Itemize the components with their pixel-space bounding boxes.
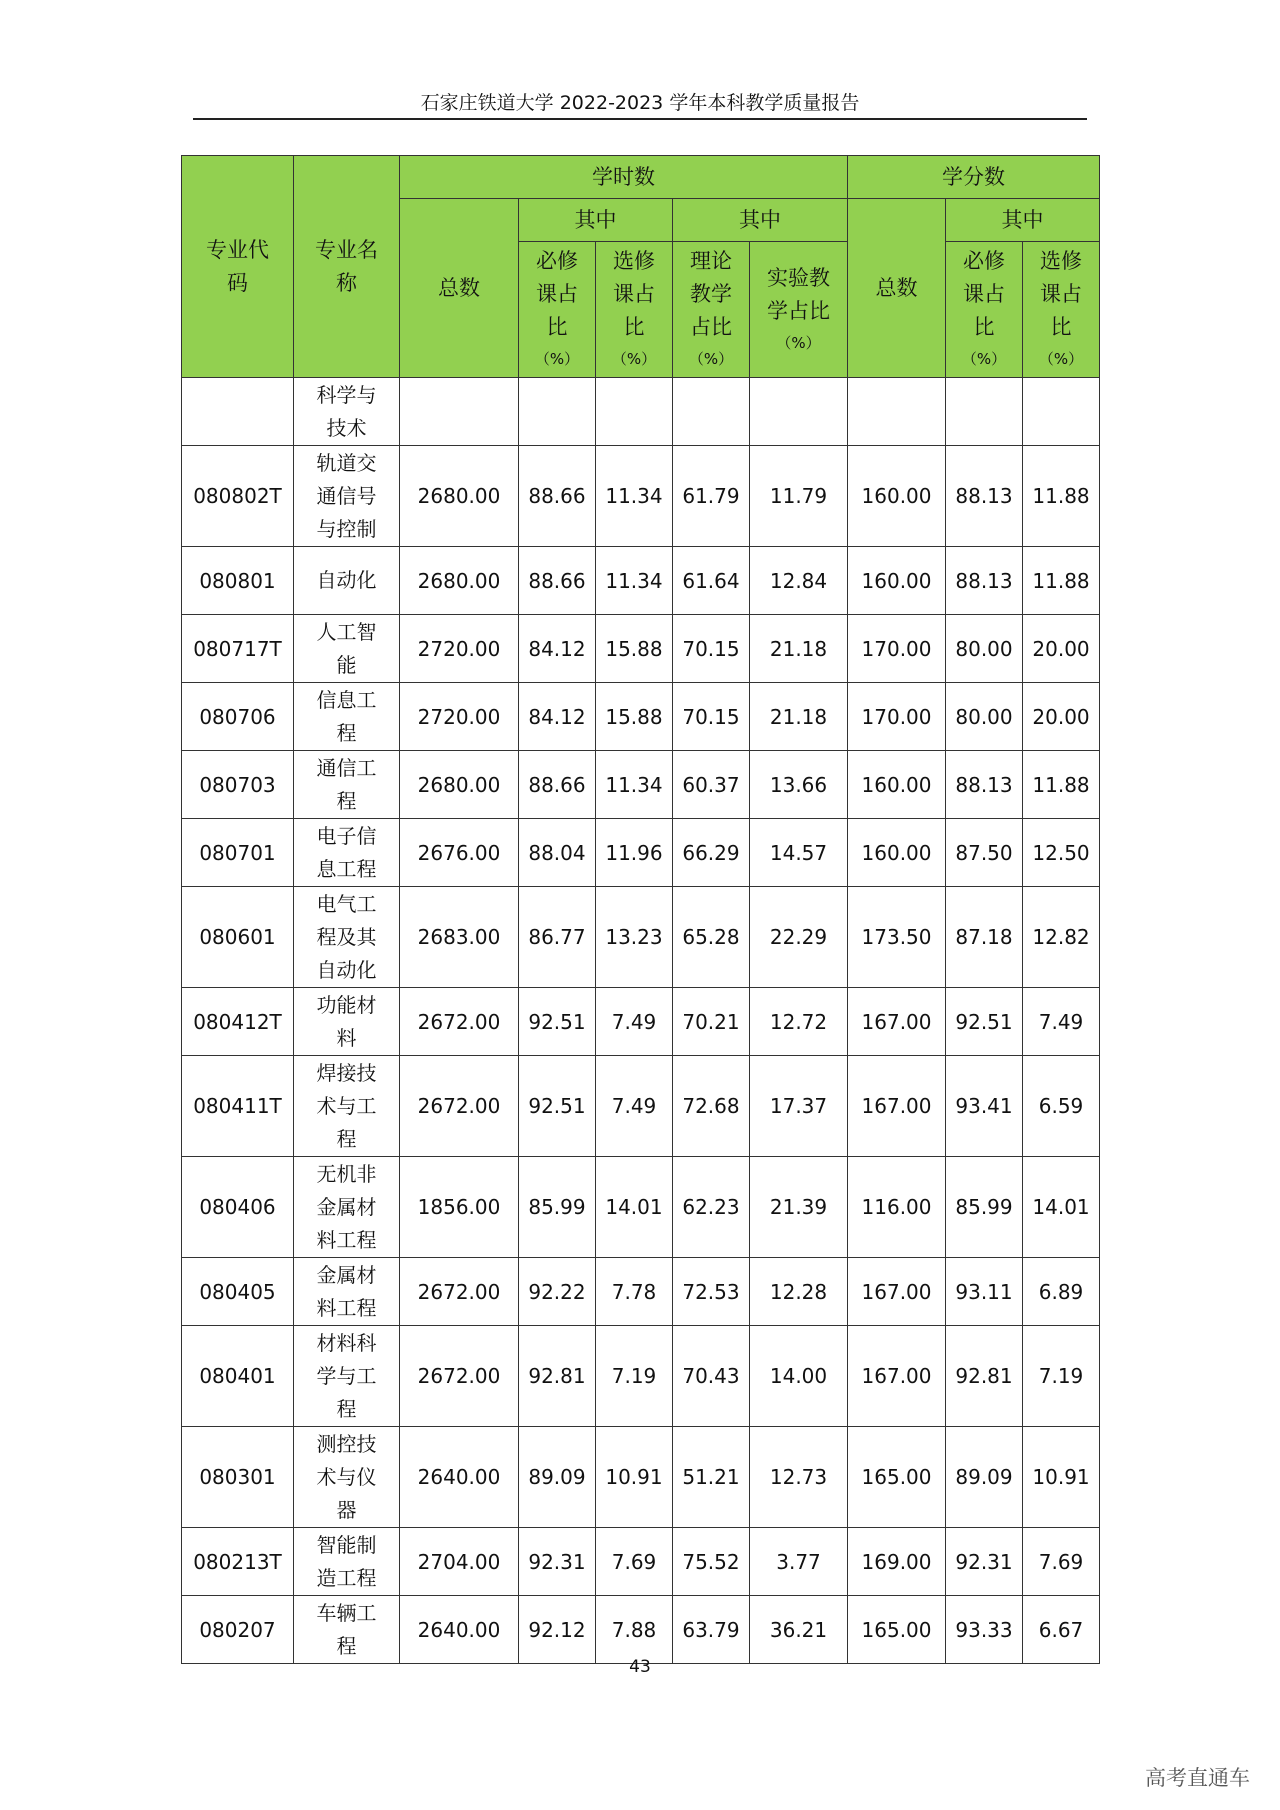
credits-total-cell: 173.50 xyxy=(848,887,946,988)
lab-pct-cell: 13.66 xyxy=(750,751,848,819)
major-code-cell: 080207 xyxy=(182,1596,294,1664)
hours-required-pct-cell: 92.22 xyxy=(519,1258,596,1326)
major-name-cell xyxy=(294,819,400,887)
hours-elective-pct-cell: 15.88 xyxy=(596,615,673,683)
credits-required-pct-cell xyxy=(946,378,1023,446)
header-name-line: 专业名 xyxy=(315,237,378,262)
header-line: 比 xyxy=(623,315,645,339)
hours-elective-pct-cell: 11.34 xyxy=(596,751,673,819)
credits-required-pct-cell: 93.41 xyxy=(946,1056,1023,1157)
hours-total-cell: 2640.00 xyxy=(400,1427,519,1528)
major-code-cell: 080802T xyxy=(182,446,294,547)
watermark: 高考直通车 xyxy=(1145,1766,1250,1790)
major-name-line: 术与仪 xyxy=(316,1464,377,1489)
major-name-line: 通信号 xyxy=(316,483,377,508)
credits-total-cell: 160.00 xyxy=(848,547,946,615)
lab-pct-cell: 14.57 xyxy=(750,819,848,887)
credits-total-cell: 170.00 xyxy=(848,683,946,751)
header-unit: （%） xyxy=(611,350,657,368)
theory-pct-cell: 61.79 xyxy=(673,446,750,547)
lab-pct-cell xyxy=(750,378,848,446)
hours-elective-pct-cell: 13.23 xyxy=(596,887,673,988)
hours-elective-pct-cell: 15.88 xyxy=(596,683,673,751)
theory-pct-cell: 70.15 xyxy=(673,683,750,751)
theory-pct-cell: 72.68 xyxy=(673,1056,750,1157)
credits-elective-pct-cell: 10.91 xyxy=(1023,1427,1100,1528)
table-row xyxy=(182,1326,1100,1427)
table-row xyxy=(182,683,1100,751)
lab-pct-cell: 12.72 xyxy=(750,988,848,1056)
major-name-line: 人工智 xyxy=(316,619,377,644)
hours-elective-pct-cell: 11.96 xyxy=(596,819,673,887)
major-code-cell: 080411T xyxy=(182,1056,294,1157)
credits-required-pct-cell: 89.09 xyxy=(946,1427,1023,1528)
credits-required-pct-cell: 92.81 xyxy=(946,1326,1023,1427)
table-row xyxy=(182,751,1100,819)
credits-required-pct-cell: 87.18 xyxy=(946,887,1023,988)
hours-total-cell xyxy=(400,378,519,446)
credits-elective-pct-cell xyxy=(1023,378,1100,446)
credits-required-pct-cell: 80.00 xyxy=(946,615,1023,683)
header-hours-qizhong-2: 其中 xyxy=(673,199,848,242)
major-name-cell xyxy=(294,615,400,683)
header-theory-pct xyxy=(673,242,750,378)
report-title: 石家庄铁道大学 2022-2023 学年本科教学质量报告 xyxy=(420,92,860,114)
major-name-line: 与控制 xyxy=(316,516,377,541)
hours-required-pct-cell: 88.66 xyxy=(519,751,596,819)
major-name-line: 无机非 xyxy=(316,1161,377,1186)
theory-pct-cell: 70.43 xyxy=(673,1326,750,1427)
major-name-line: 电气工 xyxy=(316,891,377,916)
credits-elective-pct-cell: 6.59 xyxy=(1023,1056,1100,1157)
credits-elective-pct-cell: 7.19 xyxy=(1023,1326,1100,1427)
theory-pct-cell: 75.52 xyxy=(673,1528,750,1596)
hours-elective-pct-cell: 11.34 xyxy=(596,547,673,615)
hours-required-pct-cell: 92.81 xyxy=(519,1326,596,1427)
lab-pct-cell: 17.37 xyxy=(750,1056,848,1157)
hours-required-pct-cell: 88.04 xyxy=(519,819,596,887)
major-name-line: 材料科 xyxy=(316,1330,377,1355)
major-name-line: 测控技 xyxy=(316,1431,377,1456)
header-unit: （%） xyxy=(534,350,580,368)
major-name-cell xyxy=(294,1157,400,1258)
hours-elective-pct-cell: 7.78 xyxy=(596,1258,673,1326)
table-row xyxy=(182,446,1100,547)
credits-required-pct-cell: 87.50 xyxy=(946,819,1023,887)
major-name-cell xyxy=(294,1596,400,1664)
table-row xyxy=(182,1596,1100,1664)
credits-elective-pct-cell: 12.50 xyxy=(1023,819,1100,887)
hours-required-pct-cell xyxy=(519,378,596,446)
major-name-line: 功能材 xyxy=(316,992,377,1017)
table-body xyxy=(182,378,1100,1664)
hours-required-pct-cell: 89.09 xyxy=(519,1427,596,1528)
credits-total-cell: 116.00 xyxy=(848,1157,946,1258)
header-line: 比 xyxy=(1050,315,1072,339)
major-name-line: 器 xyxy=(336,1497,357,1522)
table-row xyxy=(182,988,1100,1056)
credits-total-cell: 160.00 xyxy=(848,446,946,547)
major-name-line: 金属材 xyxy=(316,1262,377,1287)
theory-pct-cell: 63.79 xyxy=(673,1596,750,1664)
major-name-cell xyxy=(294,446,400,547)
theory-pct-cell: 70.21 xyxy=(673,988,750,1056)
lab-pct-cell: 3.77 xyxy=(750,1528,848,1596)
header-line: 选修 xyxy=(613,249,655,273)
header-name-line: 称 xyxy=(336,270,357,295)
header-unit: （%） xyxy=(688,350,734,368)
major-name-cell xyxy=(294,547,400,615)
table-row xyxy=(182,819,1100,887)
header-hours-group: 学时数 xyxy=(400,156,848,199)
header-credits-elective-pct xyxy=(1023,242,1100,378)
lab-pct-cell: 36.21 xyxy=(750,1596,848,1664)
credits-elective-pct-cell: 11.88 xyxy=(1023,547,1100,615)
header-line: 必修 xyxy=(963,249,1006,273)
hours-required-pct-cell: 84.12 xyxy=(519,615,596,683)
table-row xyxy=(182,1056,1100,1157)
header-code xyxy=(182,156,294,378)
major-name-cell xyxy=(294,1528,400,1596)
credits-total-cell: 167.00 xyxy=(848,1056,946,1157)
major-code-cell: 080701 xyxy=(182,819,294,887)
credits-required-pct-cell: 92.51 xyxy=(946,988,1023,1056)
major-name-cell xyxy=(294,1258,400,1326)
header-line: 课占 xyxy=(1040,282,1083,306)
lab-pct-cell: 12.28 xyxy=(750,1258,848,1326)
table-row xyxy=(182,1528,1100,1596)
header-code-line: 码 xyxy=(227,270,248,295)
hours-total-cell: 2680.00 xyxy=(400,751,519,819)
credits-elective-pct-cell: 6.67 xyxy=(1023,1596,1100,1664)
hours-required-pct-cell: 92.31 xyxy=(519,1528,596,1596)
header-credits-total: 总数 xyxy=(848,199,946,378)
credits-required-pct-cell: 92.31 xyxy=(946,1528,1023,1596)
major-name-cell xyxy=(294,683,400,751)
major-name-line: 轨道交 xyxy=(316,450,377,475)
lab-pct-cell: 12.84 xyxy=(750,547,848,615)
header-hours-required-pct xyxy=(519,242,596,378)
major-name-cell xyxy=(294,1427,400,1528)
lab-pct-cell: 12.73 xyxy=(750,1427,848,1528)
major-code-cell xyxy=(182,378,294,446)
credits-required-pct-cell: 85.99 xyxy=(946,1157,1023,1258)
header-line: 学占比 xyxy=(767,298,830,323)
credits-total-cell: 165.00 xyxy=(848,1427,946,1528)
header-hours-elective-pct xyxy=(596,242,673,378)
major-code-cell: 080405 xyxy=(182,1258,294,1326)
theory-pct-cell: 70.15 xyxy=(673,615,750,683)
credits-total-cell: 169.00 xyxy=(848,1528,946,1596)
credits-required-pct-cell: 93.11 xyxy=(946,1258,1023,1326)
lab-pct-cell: 21.18 xyxy=(750,683,848,751)
credits-elective-pct-cell: 11.88 xyxy=(1023,446,1100,547)
hours-elective-pct-cell: 7.49 xyxy=(596,1056,673,1157)
hours-elective-pct-cell: 7.19 xyxy=(596,1326,673,1427)
major-name-line: 料工程 xyxy=(316,1295,377,1320)
header-unit: （%） xyxy=(1038,350,1084,368)
header-line: 比 xyxy=(973,315,995,339)
header-unit: （%） xyxy=(776,333,821,352)
theory-pct-cell: 65.28 xyxy=(673,887,750,988)
page-number: 43 xyxy=(629,1657,651,1677)
major-name-line: 料 xyxy=(336,1025,357,1050)
major-name-line: 料工程 xyxy=(316,1227,377,1252)
table-header xyxy=(182,156,1100,378)
table-row xyxy=(182,1258,1100,1326)
header-credits-group: 学分数 xyxy=(848,156,1100,199)
hours-total-cell: 2704.00 xyxy=(400,1528,519,1596)
header-unit: （%） xyxy=(961,350,1007,368)
lab-pct-cell: 11.79 xyxy=(750,446,848,547)
major-name-line: 信息工 xyxy=(316,687,377,712)
hours-total-cell: 2720.00 xyxy=(400,683,519,751)
hours-required-pct-cell: 92.12 xyxy=(519,1596,596,1664)
major-name-line: 自动化 xyxy=(316,568,377,592)
header-line: 占比 xyxy=(690,315,732,339)
credits-required-pct-cell: 88.13 xyxy=(946,446,1023,547)
major-name-line: 程 xyxy=(336,1126,357,1151)
table-row xyxy=(182,378,1100,446)
major-name-line: 科学与 xyxy=(316,382,377,407)
credits-total-cell: 160.00 xyxy=(848,751,946,819)
header-hours-total: 总数 xyxy=(400,199,519,378)
lab-pct-cell: 22.29 xyxy=(750,887,848,988)
major-code-cell: 080801 xyxy=(182,547,294,615)
major-name-line: 车辆工 xyxy=(316,1600,377,1625)
hours-elective-pct-cell: 11.34 xyxy=(596,446,673,547)
major-name-cell xyxy=(294,1326,400,1427)
credits-required-pct-cell: 88.13 xyxy=(946,751,1023,819)
major-name-cell xyxy=(294,751,400,819)
theory-pct-cell: 62.23 xyxy=(673,1157,750,1258)
header-line: 必修 xyxy=(536,249,578,273)
table-row xyxy=(182,1157,1100,1258)
hours-total-cell: 2676.00 xyxy=(400,819,519,887)
credits-required-pct-cell: 93.33 xyxy=(946,1596,1023,1664)
credits-required-pct-cell: 88.13 xyxy=(946,547,1023,615)
credits-total-cell: 167.00 xyxy=(848,1326,946,1427)
major-code-cell: 080406 xyxy=(182,1157,294,1258)
hours-total-cell: 2672.00 xyxy=(400,1258,519,1326)
credits-elective-pct-cell: 12.82 xyxy=(1023,887,1100,988)
hours-total-cell: 2640.00 xyxy=(400,1596,519,1664)
major-code-cell: 080412T xyxy=(182,988,294,1056)
major-name-line: 程 xyxy=(336,720,357,745)
credits-elective-pct-cell: 7.49 xyxy=(1023,988,1100,1056)
major-name-line: 术与工 xyxy=(316,1093,377,1118)
major-name-line: 造工程 xyxy=(316,1565,377,1590)
major-name-line: 息工程 xyxy=(316,856,377,881)
hours-elective-pct-cell: 7.69 xyxy=(596,1528,673,1596)
major-code-cell: 080401 xyxy=(182,1326,294,1427)
hours-required-pct-cell: 88.66 xyxy=(519,547,596,615)
header-line: 课占 xyxy=(963,282,1006,306)
table-row xyxy=(182,1427,1100,1528)
major-name-line: 金属材 xyxy=(316,1194,377,1219)
credits-total-cell: 167.00 xyxy=(848,988,946,1056)
major-name-line: 焊接技 xyxy=(316,1060,377,1085)
table-row xyxy=(182,887,1100,988)
hours-total-cell: 2672.00 xyxy=(400,1056,519,1157)
theory-pct-cell: 72.53 xyxy=(673,1258,750,1326)
header-name xyxy=(294,156,400,378)
hours-elective-pct-cell: 7.88 xyxy=(596,1596,673,1664)
table-row xyxy=(182,547,1100,615)
major-name-line: 通信工 xyxy=(316,755,377,780)
major-name-line: 自动化 xyxy=(316,957,377,982)
hours-required-pct-cell: 88.66 xyxy=(519,446,596,547)
theory-pct-cell: 60.37 xyxy=(673,751,750,819)
table-row xyxy=(182,615,1100,683)
major-code-cell: 080601 xyxy=(182,887,294,988)
hours-total-cell: 2720.00 xyxy=(400,615,519,683)
major-name-line: 程 xyxy=(336,1633,357,1658)
header-line: 理论 xyxy=(690,249,732,273)
hours-elective-pct-cell: 14.01 xyxy=(596,1157,673,1258)
major-code-cell: 080717T xyxy=(182,615,294,683)
header-line: 课占 xyxy=(613,282,655,306)
hours-total-cell: 2680.00 xyxy=(400,547,519,615)
header-line: 选修 xyxy=(1040,249,1083,273)
major-name-line: 程及其 xyxy=(316,924,377,949)
major-name-cell xyxy=(294,887,400,988)
hours-required-pct-cell: 92.51 xyxy=(519,1056,596,1157)
hours-elective-pct-cell xyxy=(596,378,673,446)
credits-elective-pct-cell: 7.69 xyxy=(1023,1528,1100,1596)
lab-pct-cell: 14.00 xyxy=(750,1326,848,1427)
major-name-cell xyxy=(294,1056,400,1157)
theory-pct-cell: 51.21 xyxy=(673,1427,750,1528)
major-name-line: 电子信 xyxy=(316,823,377,848)
theory-pct-cell: 61.64 xyxy=(673,547,750,615)
lab-pct-cell: 21.18 xyxy=(750,615,848,683)
credits-total-cell: 165.00 xyxy=(848,1596,946,1664)
major-code-cell: 080213T xyxy=(182,1528,294,1596)
major-name-cell xyxy=(294,988,400,1056)
header-code-line: 专业代 xyxy=(206,237,269,262)
credits-total-cell xyxy=(848,378,946,446)
major-name-line: 学与工 xyxy=(316,1363,377,1388)
hours-total-cell: 1856.00 xyxy=(400,1157,519,1258)
header-hours-qizhong-1: 其中 xyxy=(519,199,673,242)
hours-total-cell: 2672.00 xyxy=(400,988,519,1056)
header-line: 比 xyxy=(546,315,568,339)
major-name-line: 智能制 xyxy=(316,1532,377,1557)
major-name-line: 程 xyxy=(336,1396,357,1421)
header-credits-required-pct xyxy=(946,242,1023,378)
credits-total-cell: 160.00 xyxy=(848,819,946,887)
major-name-cell xyxy=(294,378,400,446)
credits-elective-pct-cell: 20.00 xyxy=(1023,615,1100,683)
major-code-cell: 080706 xyxy=(182,683,294,751)
page-header xyxy=(193,88,1087,120)
credits-elective-pct-cell: 20.00 xyxy=(1023,683,1100,751)
lab-pct-cell: 21.39 xyxy=(750,1157,848,1258)
major-code-cell: 080301 xyxy=(182,1427,294,1528)
header-line: 教学 xyxy=(690,282,732,306)
header-lab-pct xyxy=(750,242,848,378)
credits-required-pct-cell: 80.00 xyxy=(946,683,1023,751)
major-name-line: 技术 xyxy=(326,415,367,440)
major-code-cell: 080703 xyxy=(182,751,294,819)
hours-required-pct-cell: 84.12 xyxy=(519,683,596,751)
theory-pct-cell: 66.29 xyxy=(673,819,750,887)
credits-elective-pct-cell: 11.88 xyxy=(1023,751,1100,819)
major-name-line: 程 xyxy=(336,788,357,813)
header-line: 课占 xyxy=(536,282,578,306)
hours-elective-pct-cell: 10.91 xyxy=(596,1427,673,1528)
major-name-line: 能 xyxy=(336,652,357,677)
theory-pct-cell xyxy=(673,378,750,446)
hours-required-pct-cell: 85.99 xyxy=(519,1157,596,1258)
hours-total-cell: 2672.00 xyxy=(400,1326,519,1427)
curriculum-table xyxy=(181,155,1100,1664)
header-line: 实验教 xyxy=(767,265,830,290)
credits-total-cell: 170.00 xyxy=(848,615,946,683)
hours-required-pct-cell: 86.77 xyxy=(519,887,596,988)
header-credits-qizhong: 其中 xyxy=(946,199,1100,242)
credits-total-cell: 167.00 xyxy=(848,1258,946,1326)
hours-total-cell: 2680.00 xyxy=(400,446,519,547)
credits-elective-pct-cell: 6.89 xyxy=(1023,1258,1100,1326)
hours-elective-pct-cell: 7.49 xyxy=(596,988,673,1056)
hours-required-pct-cell: 92.51 xyxy=(519,988,596,1056)
credits-elective-pct-cell: 14.01 xyxy=(1023,1157,1100,1258)
hours-total-cell: 2683.00 xyxy=(400,887,519,988)
